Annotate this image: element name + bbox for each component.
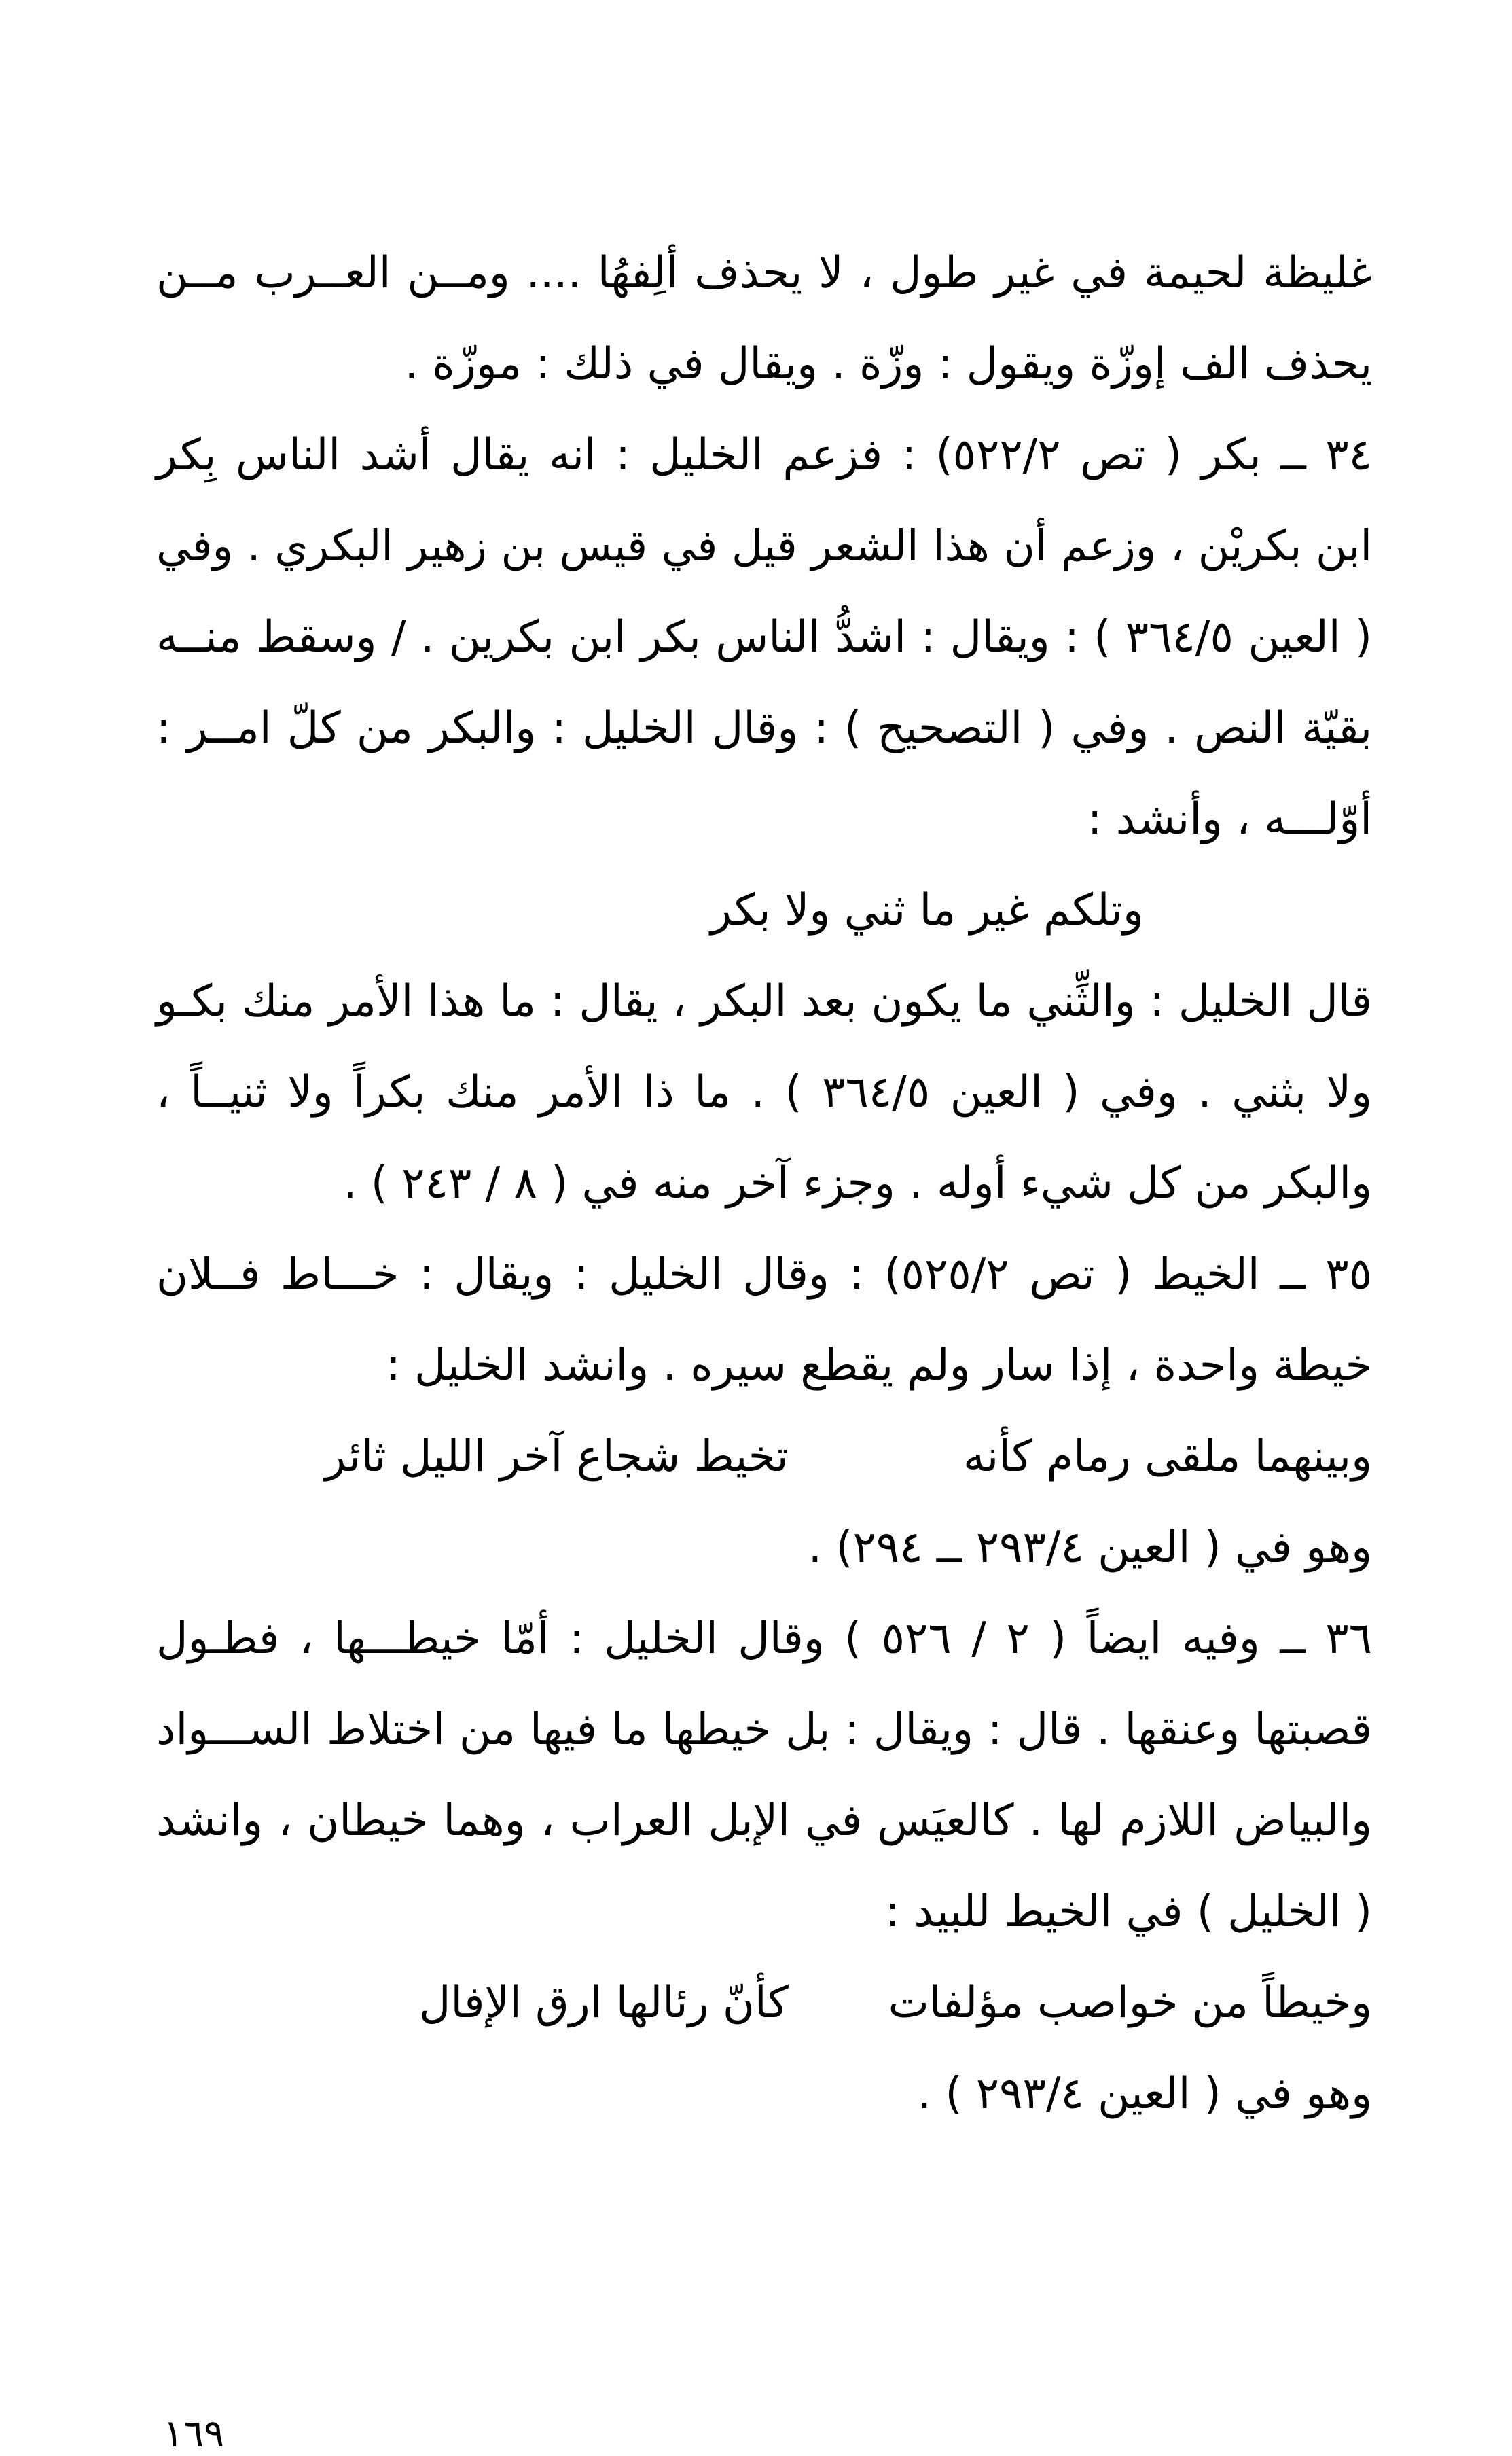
text-line: أوّلـــه ، وأنشد :: [1087, 794, 1372, 844]
entry-35-heading: ٣٥ ــ الخيط ( تص ٥٢٥/٢) : وقال الخليل : ويقال : خـــاط فــلان: [156, 1249, 1373, 1300]
verse-first-hemistich: وبينهما ملقى رمام كأنه: [963, 1431, 1372, 1482]
text-line: قال الخليل : والثِّني ما يكون بعد البكر ، يقال : ما هذا الأمر منك بكـو: [156, 976, 1372, 1027]
poem-verse: [156, 1411, 1372, 1502]
text-line: بقيّة النص . وفي ( التصحيح ) : وقال الخليل : والبكر من كلّ امــر :: [156, 703, 1372, 753]
text-line: ولا بثني . وفي ( العين ٣٦٤/٥ ) . ما ذا الأمر منك بكراً ولا ثنيــاً ،: [156, 1067, 1372, 1118]
verse-second-hemistich: تخيط شجاع آخر الليل ثائر: [325, 1431, 789, 1482]
text-line: خيطة واحدة ، إذا سار ولم يقطع سيره . وانشد الخليل :: [386, 1340, 1372, 1391]
text-line: قصبتها وعنقها . قال : ويقال : بل خيطها ما فيها من اختلاط الســـواد: [156, 1705, 1372, 1755]
text-line: والبكر من كل شيء أوله . وجزء آخر منه في ( ٨ / ٢٤٣ ) .: [343, 1158, 1372, 1209]
text-line: ( العين ٣٦٤/٥ ) : ويقال : اشدُّ الناس بكر ابن بكرين . / وسقط منــه: [156, 612, 1373, 662]
text-line: يحذف الف إوزّة ويقول : وزّة . ويقال في ذلك : موزّة .: [404, 339, 1372, 389]
entry-36-heading: ٣٦ ــ وفيه ايضاً ( ٢ / ٥٢٦ ) وقال الخليل : أمّا خيطـــها ، فطـول: [156, 1614, 1373, 1664]
verse-second-hemistich: كأنّ رئالها ارق الإفال: [418, 1978, 789, 2028]
poem-verse: [156, 1957, 1372, 2048]
text-line: غليظة لحيمة في غير طول ، لا يحذف ألِفهُا .... ومــن العــرب مــن: [156, 248, 1372, 298]
entry-34-heading: ٣٤ ــ بكر ( تص ٥٢٢/٢) : فزعم الخليل : انه يقال أشد الناس بِكر: [156, 430, 1373, 480]
text-line: وهو في ( العين ٢٩٣/٤ ــ ٢٩٤) .: [808, 1523, 1372, 1573]
body-text: [156, 228, 1372, 2139]
text-line: ابن بكريْن ، وزعم أن هذا الشعر قيل في قيس بن زهير البكري . وفي: [156, 521, 1372, 571]
page-number: ١٦٩: [163, 2412, 225, 2456]
text-line: ( الخليل ) في الخيط للبيد :: [885, 1887, 1372, 1937]
text-line: والبياض اللازم لها . كالعيَس في الإبل العراب ، وهما خيطان ، وانشد: [156, 1796, 1372, 1846]
quoted-verse: وتلكم غير ما ثني ولا بكر: [710, 885, 1144, 936]
verse-first-hemistich: وخيطاً من خواصب مؤلفات: [888, 1978, 1372, 2028]
text-line: وهو في ( العين ٢٩٣/٤ ) .: [917, 2069, 1372, 2119]
